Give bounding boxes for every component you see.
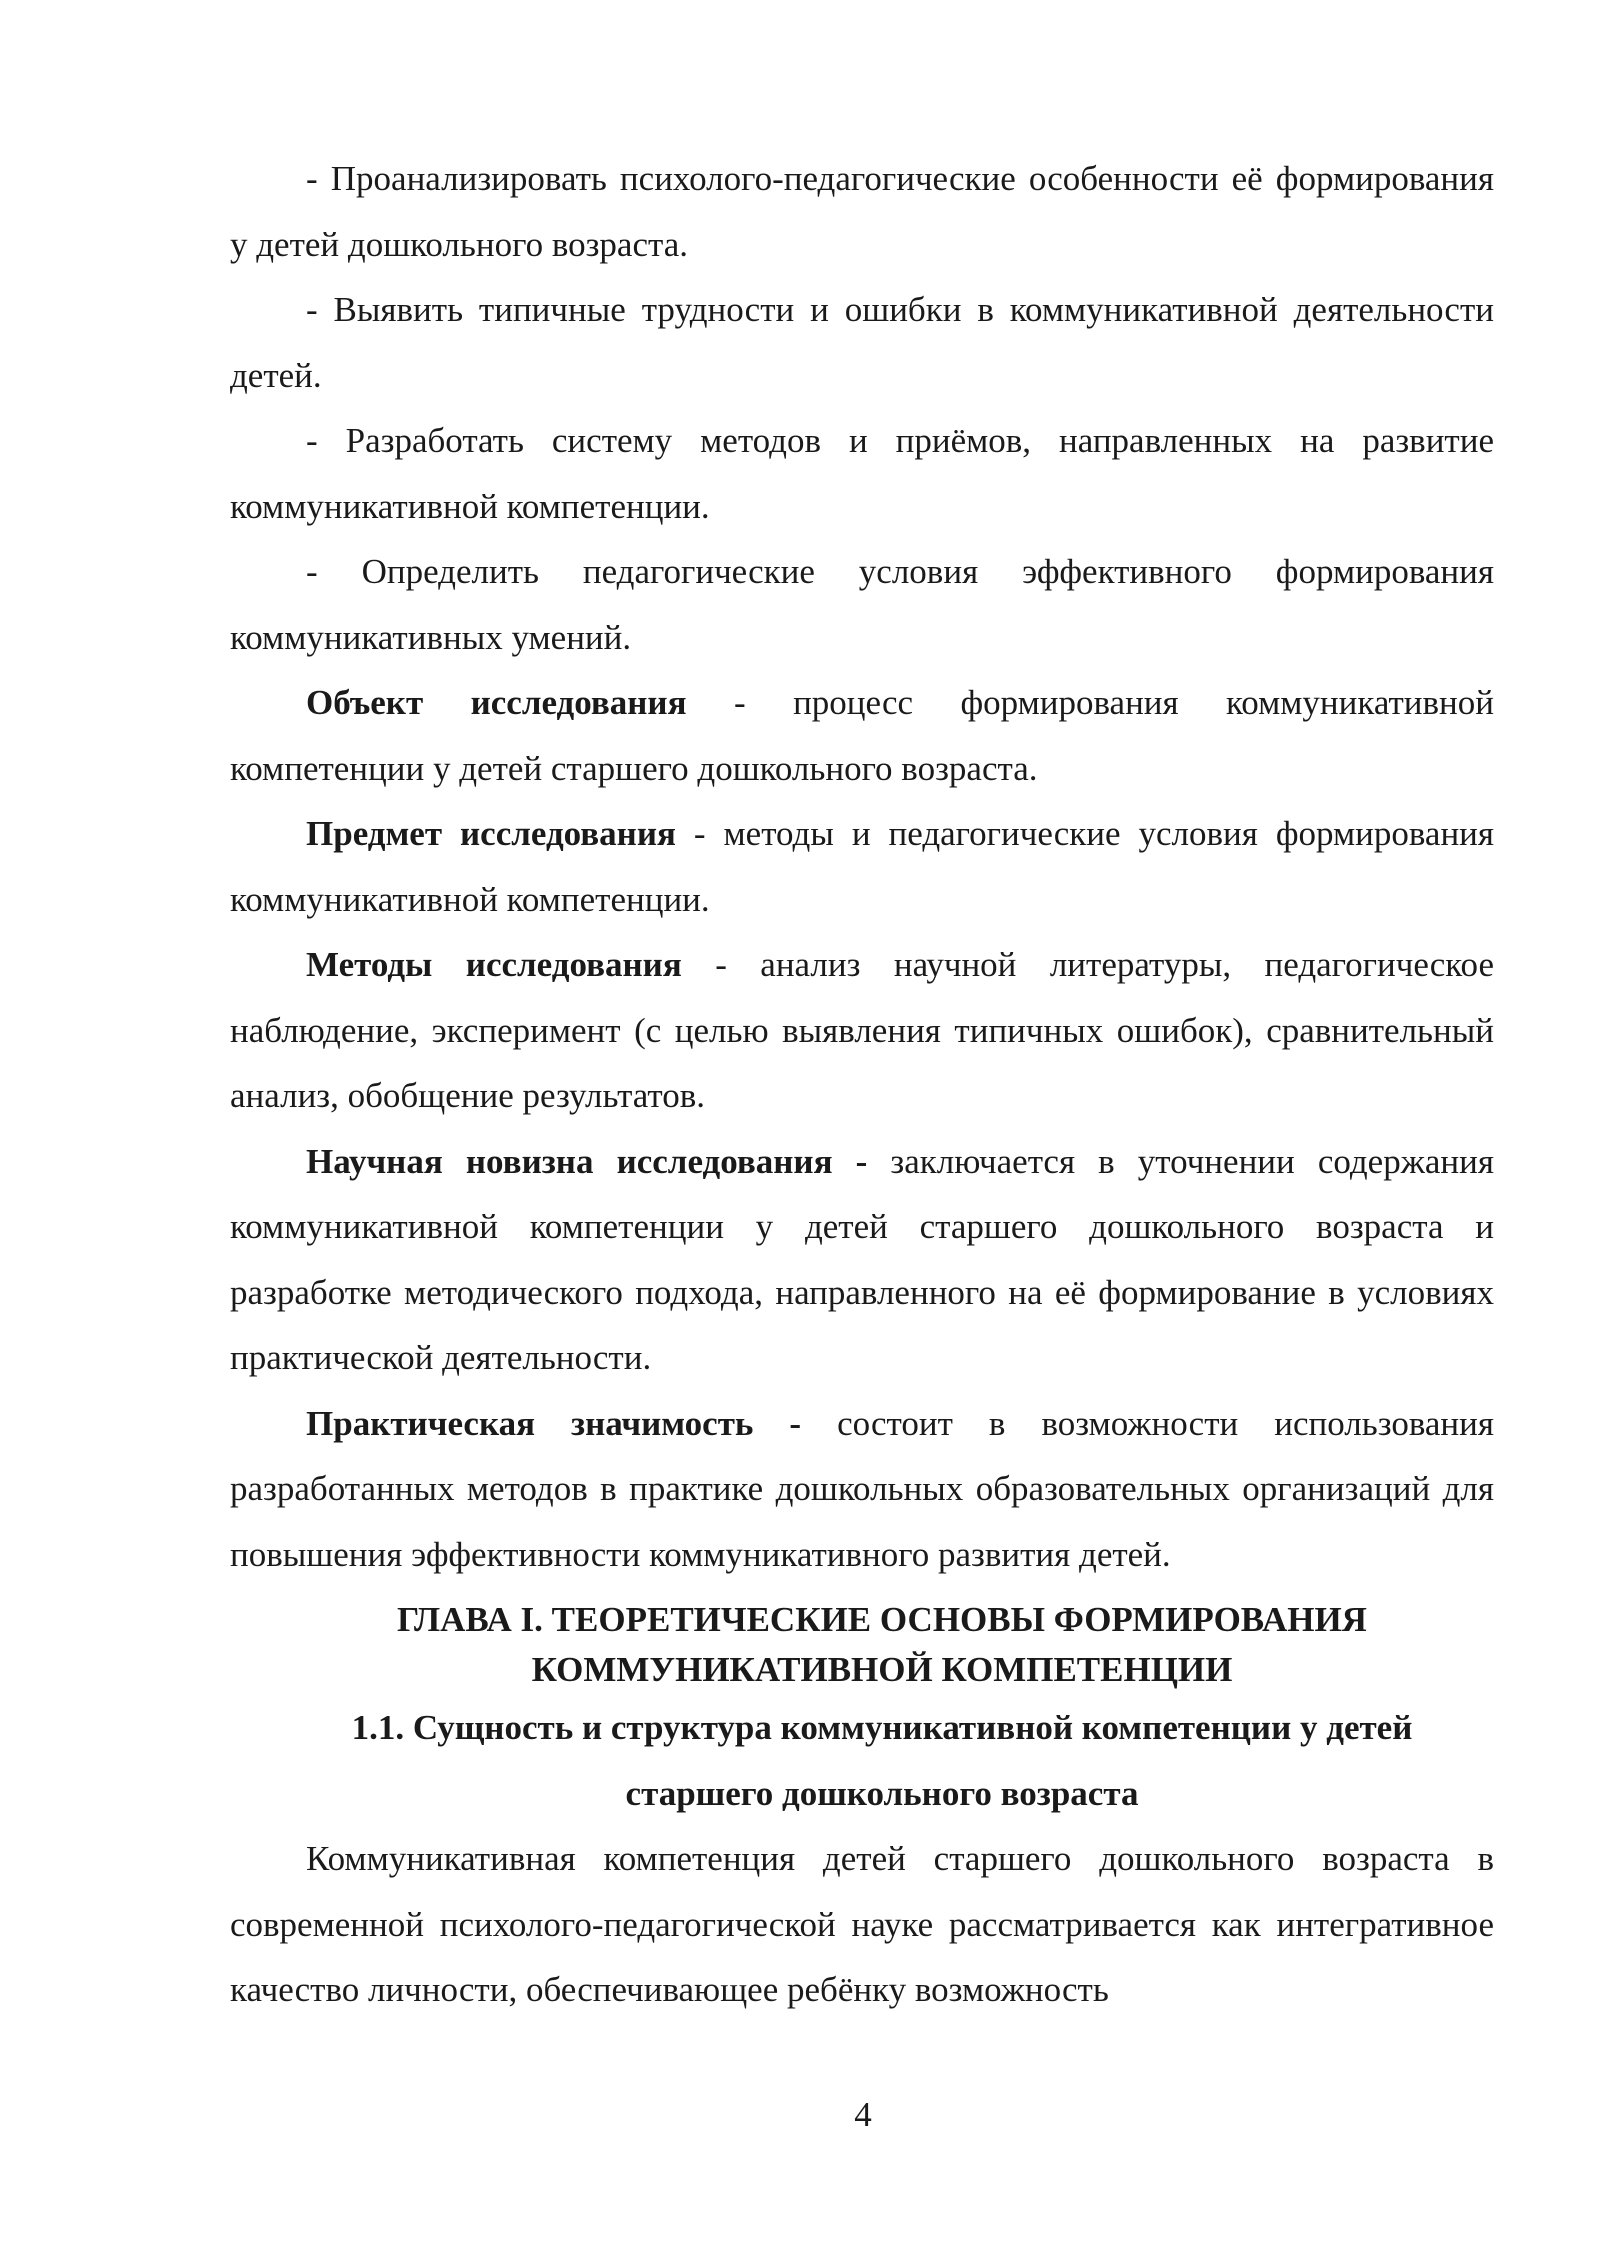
- task-item: - Проанализировать психолого-педагогические особенности её формирования у детей дошкольного возраста.: [230, 159, 1494, 264]
- section-heading-line: 1.1. Сущность и структура коммуникативной компетенции у детей: [351, 1708, 1413, 1747]
- research-object: [230, 670, 1494, 801]
- section-heading-line: старшего дошкольного возраста: [625, 1773, 1139, 1813]
- page-number: 4: [854, 2095, 872, 2134]
- chapter-heading: [230, 1587, 1494, 1695]
- document-page: [230, 146, 1494, 2023]
- practical-significance: [230, 1391, 1494, 1588]
- scientific-novelty: [230, 1129, 1494, 1391]
- term-label: Объект исследования: [306, 683, 687, 722]
- term-text: состоит в возможности использования разработанных методов в практике дошкольных образовательных организаций для повышения эффективности коммуникативного развития детей.: [230, 1403, 1494, 1574]
- section-heading: [230, 1695, 1494, 1826]
- chapter-heading-line: ГЛАВА I. ТЕОРЕТИЧЕСКИЕ ОСНОВЫ ФОРМИРОВАНИЯ: [397, 1600, 1367, 1639]
- task-item: - Выявить типичные трудности и ошибки в коммуникативной деятельности детей.: [230, 290, 1494, 395]
- chapter-heading-line: КОММУНИКАТИВНОЙ КОМПЕТЕНЦИИ: [531, 1650, 1233, 1689]
- term-text: заключается в уточнении содержания коммуникативной компетенции у детей старшего дошкольного возраста и разработке методического подхода, направленного на её формирование в условиях практической деятельности.: [230, 1141, 1494, 1377]
- term-label: Предмет исследования: [306, 814, 676, 853]
- term-text: - методы и педагогические условия формирования коммуникативной компетенции.: [230, 814, 1495, 919]
- task-item: - Разработать систему методов и приёмов, направленных на развитие коммуникативной компетенции.: [230, 421, 1494, 526]
- term-label: Научная новизна исследования -: [306, 1141, 868, 1181]
- term-text: - процесс формирования коммуникативной компетенции у детей старшего дошкольного возраста.: [230, 683, 1494, 788]
- body-paragraph: Коммуникативная компетенция детей старшего дошкольного возраста в современной психолого-педагогической науке рассматривается как интегративное качество личности, обеспечивающее ребёнку возможность: [230, 1839, 1494, 2009]
- term-label: Методы исследования: [306, 945, 682, 984]
- term-label: Практическая значимость -: [306, 1403, 802, 1443]
- task-item: - Определить педагогические условия эффективного формирования коммуникативных умений.: [230, 552, 1494, 657]
- term-text: - анализ научной литературы, педагогическое наблюдение, эксперимент (с целью выявления типичных ошибок), сравнительный анализ, обобщение результатов.: [230, 945, 1494, 1115]
- research-subject: [230, 801, 1494, 932]
- research-methods: [230, 932, 1494, 1129]
